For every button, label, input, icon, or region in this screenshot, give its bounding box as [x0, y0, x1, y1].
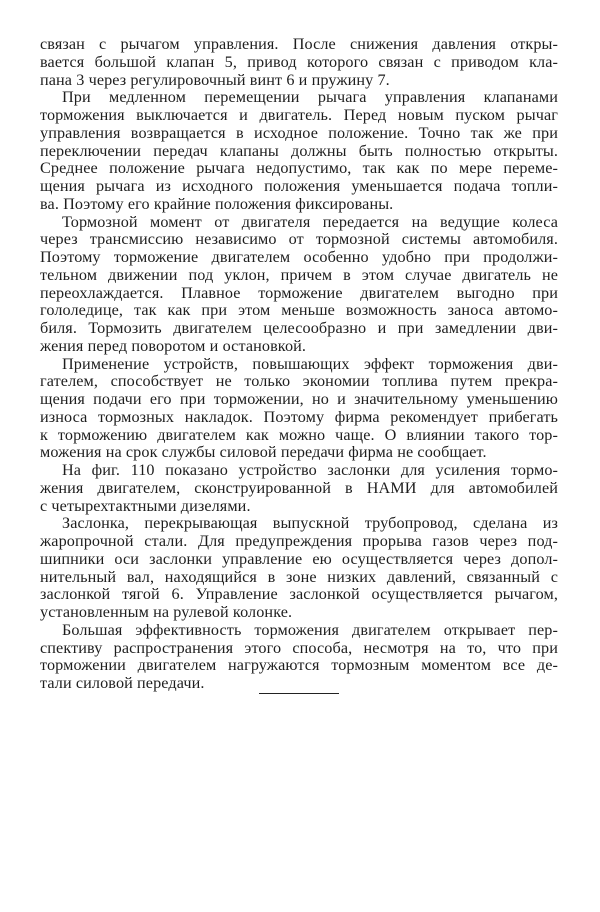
text-line: через трансмиссию независимо от тормозной системы автомобиля. [40, 230, 558, 249]
text-line: При медленном перемещении рычага управления клапанами [62, 88, 558, 107]
text-line: Поэтому торможение двигателем особенно удобно при продолжи- [40, 248, 558, 266]
text-line: торможения выключается и двигатель. Перед новым пуском рычаг [40, 106, 558, 124]
text-line: На фиг. 110 показано устройство заслонки для усиления тормо- [62, 461, 558, 479]
text-line: связан с рычагом управления. После снижения давления откры- [40, 35, 558, 53]
text-line: переключении передач клапаны должны быть полностью открыты. [40, 141, 558, 160]
text-line: вается большой клапан 5, привод которого связан с приводом кла- [40, 52, 558, 71]
text-line: торможении двигателем нагружаются тормозным моментом все де- [40, 656, 558, 675]
text-line: спективу распространения этого способа, несмотря на то, что при [40, 638, 558, 657]
text-line: Заслонка, перекрывающая выпускной трубопровод, сделана из [62, 514, 558, 533]
text-line: гололедице, так как при этом меньше возможность заноса автомо- [40, 301, 558, 320]
text-line: к торможению двигателем как можно чаще. О влиянии такого тор- [40, 425, 558, 444]
text-line: Среднее положение рычага недопустимо, так как по мере переме- [40, 159, 558, 178]
text-line: пана 3 через регулировочный винт 6 и пружину 7. [40, 70, 390, 89]
text-line: можения на срок службы силовой передачи фирма не сообщает. [40, 443, 487, 462]
text-line: жения перед поворотом и остановкой. [40, 336, 307, 355]
paragraph-2 [40, 89, 558, 213]
text-line: переохлаждается. Плавное торможение двигателем выгодно при [40, 283, 558, 302]
text-line: щения рычага из исходного положения уменьшается подача топли- [40, 177, 558, 195]
text-line: жения двигателем, сконструированной в НАМИ для автомобилей [40, 478, 558, 497]
text-line: тельном движении под уклон, причем в этом случае двигатель не [40, 265, 558, 284]
text-line: Применение устройств, повышающих эффект торможения дви- [62, 354, 558, 373]
paragraph-7 [40, 622, 558, 693]
section-end-rule [259, 693, 339, 694]
text-line: шипники оси заслонки управление ею осуществляется через допол- [40, 549, 558, 568]
document-page [40, 36, 558, 693]
text-line: тали силовой передачи. [40, 674, 205, 692]
text-line: Большая эффективность торможения двигателем открывает пер- [62, 620, 558, 639]
text-line: биля. Тормозить двигателем целесообразно и при замедлении дви- [40, 319, 558, 337]
text-line: гателем, способствует не только экономии топлива путем прекра- [40, 372, 558, 391]
paragraph-5 [40, 462, 558, 515]
text-line: с четырехтактными дизелями. [40, 496, 251, 515]
text-line: ва. Поэтому его крайние положения фиксированы. [40, 194, 394, 213]
paragraph-4 [40, 356, 558, 463]
text-line: установленным на рулевой колонке. [40, 603, 293, 621]
text-line: заслонкой тягой 6. Управление заслонкой осуществляется рычагом, [40, 585, 558, 604]
paragraph-1 [40, 36, 558, 89]
paragraph-6 [40, 515, 558, 622]
text-line: управления возвращается в исходное положение. Точно так же при [40, 123, 558, 142]
text-line: нительный вал, находящийся в зоне низких давлений, связанный с [40, 567, 558, 586]
text-line: Тормозной момент от двигателя передается на ведущие колеса [62, 212, 558, 231]
paragraph-3 [40, 214, 558, 356]
text-line: щения подачи его при торможении, но и значительному уменьшению [40, 390, 558, 408]
text-line: износа тормозных накладок. Поэтому фирма рекомендует прибегать [40, 407, 558, 426]
text-line: жаропрочной стали. Для предупреждения прорыва газов через под- [40, 532, 558, 550]
